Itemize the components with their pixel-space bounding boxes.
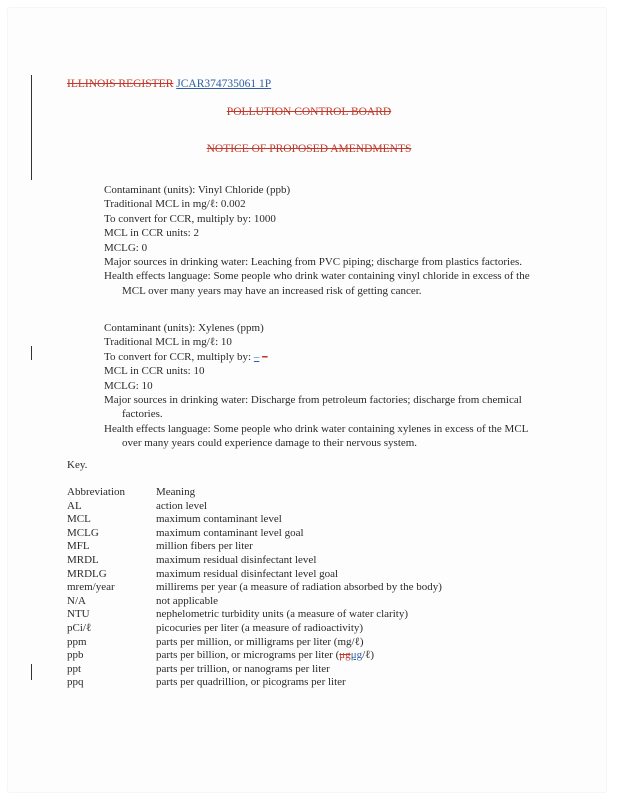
key-row bbox=[67, 527, 446, 541]
key-meaning: million fibers per liter bbox=[156, 540, 253, 553]
key-abbr: ppm bbox=[67, 635, 87, 648]
key-row-ppb bbox=[67, 649, 446, 663]
notice-header bbox=[0, 143, 618, 155]
key-row bbox=[67, 676, 446, 690]
vinyl-ccr-units: MCL in CCR units: 2 bbox=[104, 227, 199, 240]
vinyl-convert: To convert for CCR, multiply by: 1000 bbox=[104, 212, 276, 225]
key-abbr: mrem/year bbox=[67, 581, 115, 594]
key-abbr: MFL bbox=[67, 540, 90, 553]
xylenes-ccr-units: MCL in CCR units: 10 bbox=[104, 365, 205, 378]
key-col-abbreviation: Abbreviation bbox=[67, 486, 126, 498]
key-meaning: parts per quadrillion, or picograms per liter bbox=[156, 676, 346, 689]
xylenes-convert-inserted: – bbox=[253, 350, 260, 363]
key-abbr: MRDL bbox=[67, 553, 99, 566]
key-abbr: ppq bbox=[67, 676, 84, 689]
xylenes-mclg: MCLG: 10 bbox=[104, 379, 153, 392]
board-header bbox=[0, 106, 618, 118]
xylenes-convert bbox=[104, 350, 534, 364]
key-row bbox=[67, 622, 446, 636]
key-abbr: MRDLG bbox=[67, 567, 107, 580]
change-bar-top bbox=[31, 75, 32, 180]
key-abbr: MCL bbox=[67, 513, 91, 526]
key-abbr: AL bbox=[67, 499, 82, 512]
vinyl-mclg: MCLG: 0 bbox=[104, 241, 148, 254]
change-bar-middle bbox=[31, 346, 32, 360]
ppb-inserted: μg bbox=[350, 649, 363, 662]
key-col-meaning: Meaning bbox=[156, 486, 196, 498]
ppb-struck: μg bbox=[339, 649, 351, 662]
vinyl-health: Health effects language: Some people who drink water containing vinyl chloride in excess of the MCL over many years may have an increased risk of getting cancer. bbox=[104, 270, 530, 297]
key-meaning: parts per trillion, or nanograms per liter bbox=[156, 662, 330, 675]
key-label: Key. bbox=[67, 459, 88, 471]
change-bar-bottom bbox=[31, 664, 32, 680]
key-meaning: maximum residual disinfectant level goal bbox=[156, 567, 339, 580]
register-inserted: JCAR374735061 1P bbox=[176, 78, 272, 90]
key-abbr: pCi/ℓ bbox=[67, 621, 92, 634]
key-meaning: action level bbox=[156, 499, 208, 512]
board-struck: POLLUTION CONTROL BOARD bbox=[226, 106, 392, 118]
xylenes-health: Health effects language: Some people who drink water containing xylenes in excess of the MCL over many years could experience damage to their nervous system. bbox=[104, 422, 528, 450]
key-header-row bbox=[67, 486, 446, 500]
key-row bbox=[67, 608, 446, 622]
key-meaning: not applicable bbox=[156, 594, 219, 607]
key-row bbox=[67, 500, 446, 514]
key-row bbox=[67, 636, 446, 650]
key-meaning: millirems per year (a measure of radiation absorbed by the body) bbox=[156, 581, 442, 594]
key-meaning: maximum contaminant level goal bbox=[156, 526, 304, 539]
xylenes-convert-struck: – bbox=[262, 350, 268, 363]
xylenes-contaminant: Contaminant (units): Xylenes (ppm) bbox=[104, 322, 264, 334]
vinyl-sources: Major sources in drinking water: Leaching from PVC piping; discharge from plastics factories. bbox=[104, 256, 522, 269]
notice-struck: NOTICE OF PROPOSED AMENDMENTS bbox=[206, 143, 412, 155]
key-meaning: maximum residual disinfectant level bbox=[156, 553, 317, 566]
key-row bbox=[67, 540, 446, 554]
key-abbr: ppb bbox=[67, 649, 84, 662]
vinyl-contaminant: Contaminant (units): Vinyl Chloride (ppb) bbox=[104, 184, 291, 196]
key-meaning: parts per million, or milligrams per liter (mg/ℓ) bbox=[156, 635, 364, 648]
key-meaning bbox=[156, 649, 446, 663]
key-table bbox=[67, 486, 446, 690]
key-row bbox=[67, 513, 446, 527]
register-header bbox=[67, 78, 271, 90]
key-meaning: nephelometric turbidity units (a measure of water clarity) bbox=[156, 608, 408, 621]
xylenes-sources: Major sources in drinking water: Discharge from petroleum factories; discharge from chemical factories. bbox=[104, 394, 522, 421]
key-row bbox=[67, 554, 446, 568]
key-row bbox=[67, 568, 446, 582]
vinyl-mcl: Traditional MCL in mg/ℓ: 0.002 bbox=[104, 198, 246, 211]
key-abbr: N/A bbox=[67, 594, 86, 607]
key-abbr: ppt bbox=[67, 662, 82, 675]
key-abbr: NTU bbox=[67, 608, 90, 621]
vinyl-chloride-block bbox=[104, 183, 534, 298]
ppb-meaning-post: /ℓ) bbox=[362, 649, 375, 662]
ppb-meaning-pre: parts per billion, or micrograms per liter ( bbox=[156, 649, 340, 662]
xylenes-mcl: Traditional MCL in mg/ℓ: 10 bbox=[104, 336, 232, 349]
key-row bbox=[67, 663, 446, 677]
register-struck: ILLINOIS REGISTER bbox=[67, 78, 174, 90]
key-abbr: MCLG bbox=[67, 526, 99, 539]
xylenes-convert-label: To convert for CCR, multiply by: bbox=[104, 350, 252, 363]
key-row bbox=[67, 581, 446, 595]
key-meaning: picocuries per liter (a measure of radioactivity) bbox=[156, 621, 364, 634]
xylenes-block bbox=[104, 321, 534, 451]
key-meaning: maximum contaminant level bbox=[156, 513, 282, 526]
key-row bbox=[67, 595, 446, 609]
